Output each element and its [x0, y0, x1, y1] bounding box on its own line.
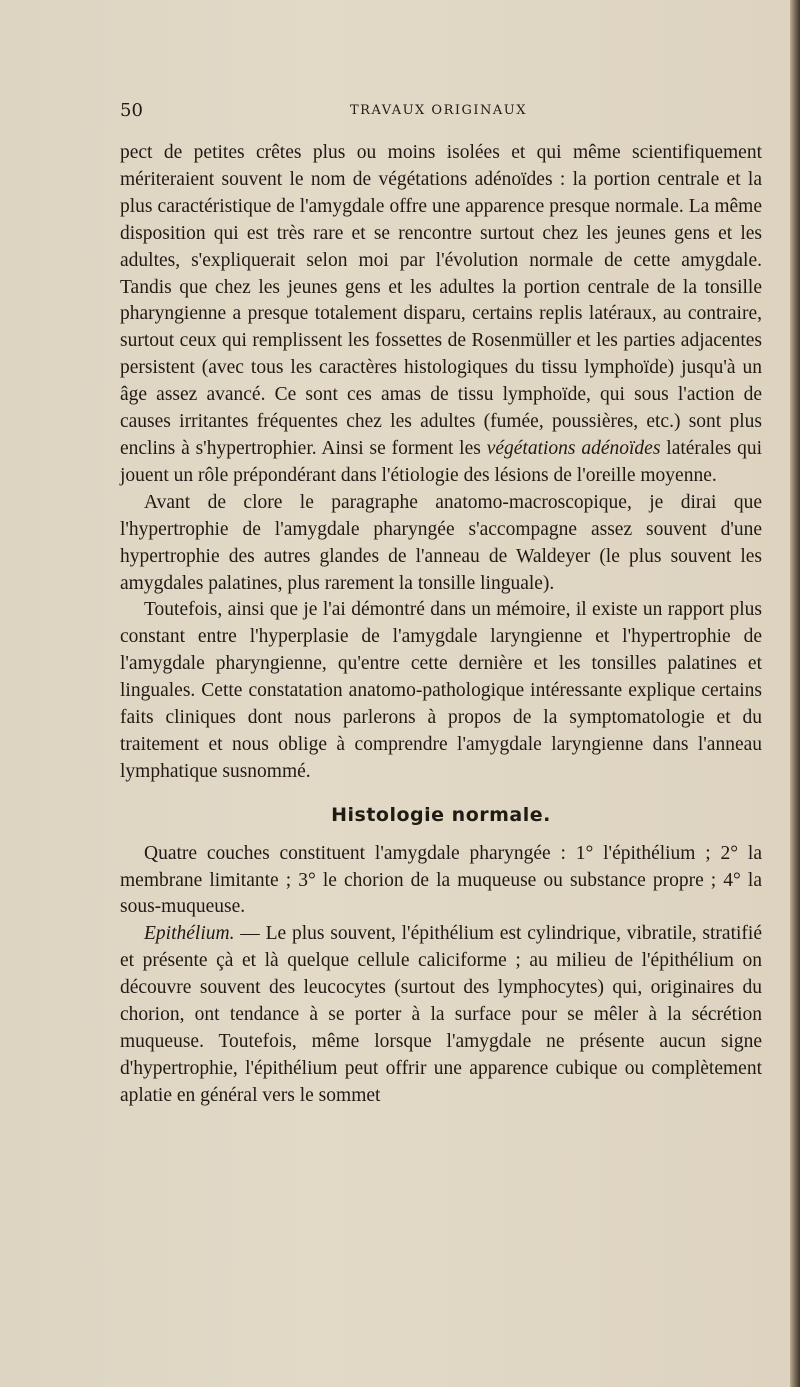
paragraph-1-text: pect de petites crêtes plus ou moins isolées et qui même scientifiquement mériteraient souvent le nom de végétations adénoïdes : la portion centrale et la plus caractéristique de l'amygdale offre une apparence presque normale. La même disposition qui est très rare et se rencontre surtout chez les jeunes gens et les adultes, s'expliquerait selon moi par l'évolution normale de cette amygdale. Tandis que chez les jeunes gens et les adultes la portion centrale de la tonsille pharyngienne a presque totalement disparu, certains replis latéraux, au contraire, surtout ceux qui remplissent les fossettes de Rosenmüller et les parties adjacentes persistent (avec tous les caractères histologiques du tissu lymphoïde) jusqu'à un âge assez avancé. Ce sont ces amas de tissu lymphoïde, qui sous l'action de causes irritantes fréquentes chez les adultes (fumée, poussières, etc.) sont plus enclins à s'hypertrophier. Ainsi se forment les: [120, 142, 762, 459]
paragraph-4: Quatre couches constituent l'amygdale pharyngée : 1° l'épithélium ; 2° la membrane limitante ; 3° le chorion de la muqueuse ou substance propre ; 4° la sous-muqueuse.: [120, 842, 762, 918]
page-number: 50: [120, 100, 143, 121]
paragraph-5: [120, 921, 762, 1109]
running-head: TRAVAUX ORIGINAUX: [350, 103, 528, 118]
paragraph-1-end: latérales qui jouent un rôle prépondérant dans l'étiologie des lésions de l'oreille moyenne.: [120, 437, 763, 486]
page-edge-shadow: [790, 0, 800, 1387]
section-heading: Histologie normale.: [331, 803, 551, 826]
paragraph-1: [120, 140, 762, 490]
body-text: [120, 140, 762, 1110]
paragraph-1-emphasis: végétations adénoïdes: [486, 437, 661, 459]
paragraph-2: Avant de clore le paragraphe anatomo-macroscopique, je dirai que l'hypertrophie de l'amygdale pharyngée s'accompagne assez souvent d'une hypertrophie des autres glandes de l'anneau de Waldeyer (le plus souvent les amygdales palatines, plus rarement la tonsille linguale).: [120, 491, 762, 594]
paragraph-5-heading: Epithélium.: [144, 923, 235, 945]
paragraph-5-text: — Le plus souvent, l'épithélium est cylindrique, vibratile, stratifié et présente çà et là quelque cellule caliciforme ; au milieu de l'épithélium on découvre souvent des leucocytes (surtout des lymphocytes) qui, originaires du chorion, ont tendance à se porter à la surface pour se mêler à la sécrétion muqueuse. Toutefois, même lorsque l'amygdale ne présente aucun signe d'hypertrophie, l'épithélium peut offrir une apparence cubique ou complètement aplatie en général vers le sommet: [120, 923, 762, 1106]
paragraph-3: Toutefois, ainsi que je l'ai démontré dans un mémoire, il existe un rapport plus constant entre l'hyperplasie de l'amygdale laryngienne et l'hypertrophie de l'amygdale pharyngienne, qu'entre cette dernière et les tonsilles palatines et linguales. Cette constatation anatomo-pathologique intéressante explique certains faits cliniques dont nous parlerons à propos de la symptomatologie et du traitement et nous oblige à comprendre l'amygdale laryngienne dans l'anneau lymphatique susnommé.: [120, 599, 762, 782]
page-header: [120, 100, 760, 130]
